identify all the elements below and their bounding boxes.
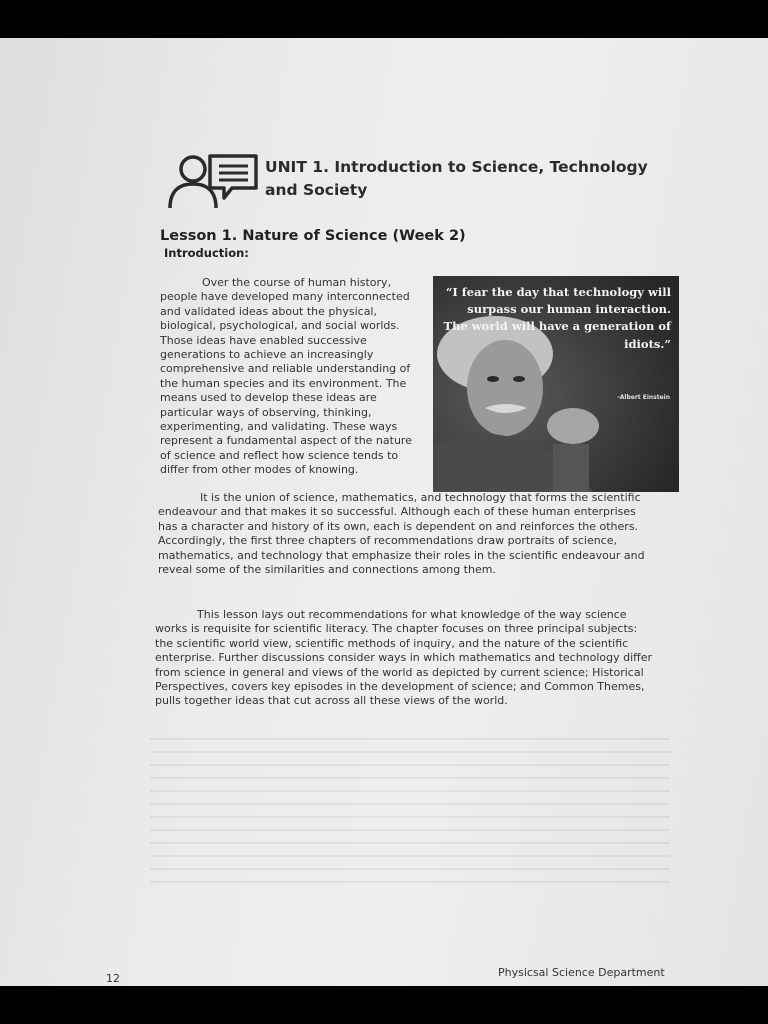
footer-department: Physicsal Science Department [498, 966, 665, 979]
show-through-texture [150, 738, 670, 888]
page-number: 12 [106, 972, 120, 985]
einstein-quote-image [433, 276, 679, 492]
unit-title: UNIT 1. Introduction to Science, Technology and Society [265, 158, 648, 199]
quote-author: -Albert Einstein [617, 394, 670, 401]
paragraph-3: This lesson lays out recommendations for what knowledge of the way science works is requisite for scientific literacy. The chapter focuses on three principal subjects: the scientific world view, scientific methods of inquiry, and the nature of the scientific enterprise. Further discussions consider ways in which mathematics and technology differ from science in general and views of the world as depicted by current science; Historical Perspectives, covers key episodes in the development of science; and Common Themes, pulls together ideas that cut across all these views of the world. [155, 608, 653, 708]
paragraph-2: It is the union of science, mathematics, and technology that forms the scientific endeavour and that makes it so successful. Although each of these human enterprises has a character and history of its own, each is dependent on and reinforces the others. Accordingly, the first three chapters of recommendations draw portraits of science, mathematics, and technology that emphasize their roles in the scientific endeavour and reveal some of the similarities and connections among them. [158, 491, 645, 577]
document-page [0, 38, 768, 986]
user-chat-icon [166, 152, 258, 212]
paragraph-1: Over the course of human history, people have developed many interconnected and validated ideas about the physical, biological, psychological, and social worlds. Those ideas have enabled successive generations to achieve an increasingly comprehensive and reliable understanding of the human species and its environment. The means used to develop these ideas are particular ways of observing, thinking, experimenting, and validating. These ways represent a fundamental aspect of the nature of science and reflect how science tends to differ from other modes of knowing. [160, 276, 412, 477]
quote-text: “I fear the day that technology will surpass our human interaction. The world will have a generation of idiots.” [443, 285, 671, 351]
introduction-label: Introduction: [164, 246, 249, 260]
lesson-title: Lesson 1. Nature of Science (Week 2) [160, 228, 466, 244]
